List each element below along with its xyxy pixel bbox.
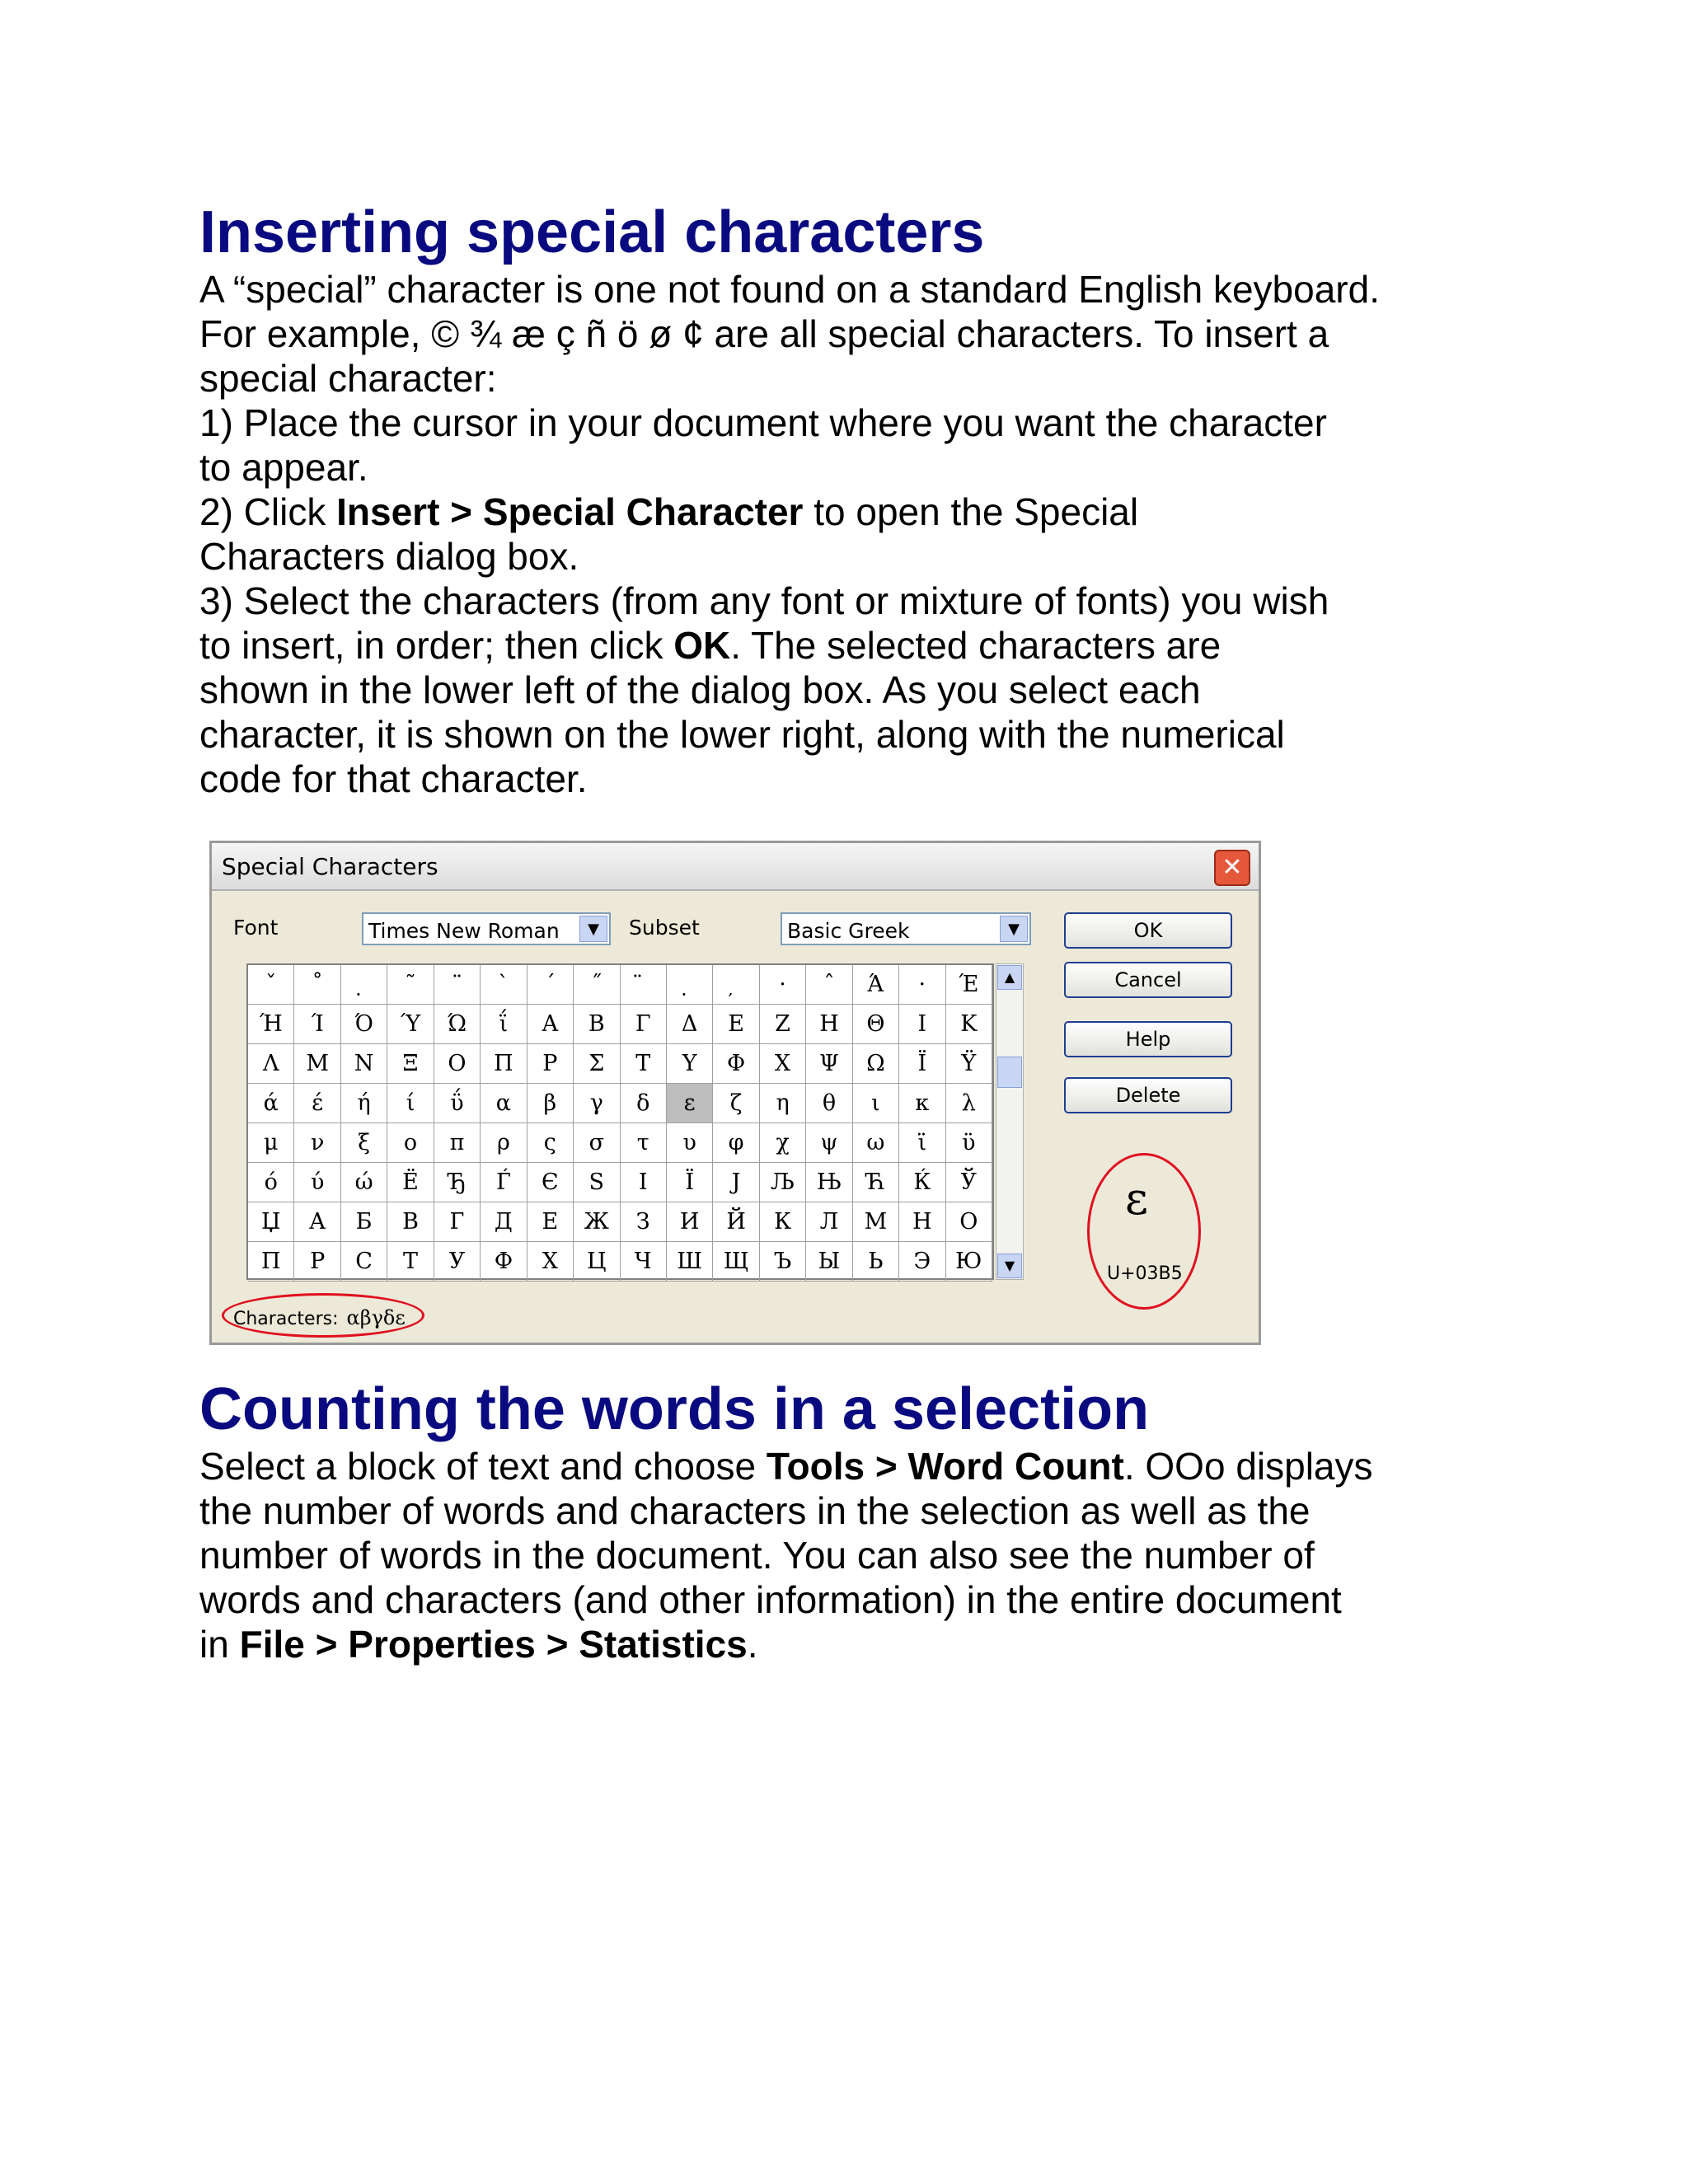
character-cell[interactable]: Т [387, 1242, 434, 1282]
character-cell[interactable]: Ω [853, 1044, 899, 1084]
character-cell[interactable]: ˆ [806, 965, 852, 1005]
chevron-down-icon[interactable]: ▼ [1000, 916, 1028, 942]
selected-characters [233, 1306, 406, 1329]
grid-scrollbar[interactable] [996, 963, 1024, 1280]
character-cell[interactable]: ΐ [481, 1005, 527, 1044]
character-cell[interactable]: Љ [760, 1163, 806, 1202]
character-cell[interactable]: Ψ [806, 1044, 852, 1084]
character-cell[interactable]: ι [853, 1084, 899, 1123]
character-cell[interactable]: Ο [434, 1044, 481, 1084]
character-cell[interactable]: Э [899, 1242, 945, 1282]
character-cell[interactable]: Ά [853, 965, 899, 1005]
character-cell[interactable]: λ [946, 1084, 992, 1123]
character-cell[interactable]: Ќ [899, 1163, 945, 1202]
character-cell[interactable]: Е [528, 1202, 574, 1242]
character-cell[interactable] [621, 965, 667, 1005]
character-cell[interactable]: σ [574, 1123, 620, 1163]
character-cell[interactable]: τ [621, 1123, 667, 1163]
step-2-line-2: Characters dialog box. [199, 535, 579, 578]
character-cell[interactable]: Ш [667, 1242, 713, 1282]
character-cell[interactable]: Њ [806, 1163, 852, 1202]
character-cell[interactable]: Щ [713, 1242, 759, 1282]
character-cell[interactable]: Τ [621, 1044, 667, 1084]
character-cell[interactable]: І [621, 1163, 667, 1202]
character-cell[interactable]: ψ [806, 1123, 852, 1163]
character-cell[interactable]: Έ [946, 965, 992, 1005]
character-cell[interactable]: Ў [946, 1163, 992, 1202]
dialog-title-bar [212, 843, 1259, 891]
step-2-text: 2) Click [199, 490, 337, 533]
character-cell[interactable]: К [760, 1202, 806, 1242]
character-cell[interactable]: ˇ [248, 965, 294, 1005]
step-3-line-3: shown in the lower left of the dialog box. As you select each [199, 668, 1201, 711]
character-cell[interactable]: α [481, 1084, 527, 1123]
chevron-down-icon[interactable]: ▼ [579, 916, 607, 942]
character-grid [246, 963, 994, 1280]
character-cell[interactable]: Ζ [760, 1005, 806, 1044]
step-3-line-4: character, it is shown on the lower right, along with the numerical [199, 713, 1285, 756]
character-cell[interactable]: ` [481, 965, 527, 1005]
character-cell[interactable]: Χ [760, 1044, 806, 1084]
character-cell[interactable]: έ [294, 1084, 340, 1123]
character-cell[interactable]: χ [760, 1123, 806, 1163]
character-cell[interactable]: ο [387, 1123, 434, 1163]
menu-path-file-properties-statistics: File > Properties > Statistics [239, 1623, 748, 1666]
preview-unicode-code: U+03B5 [1107, 1263, 1183, 1284]
character-cell[interactable]: ή [341, 1084, 387, 1123]
character-cell[interactable]: Β [574, 1005, 620, 1044]
step-1-line-2: to appear. [199, 446, 368, 489]
character-cell[interactable]: · [760, 965, 806, 1005]
word-count-line-4: words and characters (and other information) in the entire document [199, 1578, 1342, 1621]
preview-character: ε [1125, 1173, 1148, 1225]
character-cell[interactable]: ώ [341, 1163, 387, 1202]
character-cell[interactable]: Г [434, 1202, 481, 1242]
character-cell[interactable]: υ [667, 1123, 713, 1163]
character-cell[interactable]: Ь [853, 1242, 899, 1282]
character-cell[interactable]: ´ [528, 965, 574, 1005]
character-cell[interactable]: Ђ [434, 1163, 481, 1202]
character-cell[interactable]: Κ [946, 1005, 992, 1044]
character-cell[interactable]: Φ [713, 1044, 759, 1084]
character-cell[interactable]: Η [806, 1005, 852, 1044]
help-button[interactable]: Help [1064, 1021, 1232, 1057]
character-cell[interactable]: ν [294, 1123, 340, 1163]
subset-select[interactable] [781, 912, 1031, 945]
characters-value: αβγδε [346, 1306, 406, 1329]
character-cell[interactable]: А [294, 1202, 340, 1242]
character-cell[interactable] [713, 965, 759, 1005]
character-cell[interactable]: И [667, 1202, 713, 1242]
character-cell[interactable]: ς [528, 1123, 574, 1163]
character-cell[interactable]: Ώ [434, 1005, 481, 1044]
paragraph-line-3: special character: [199, 357, 497, 400]
character-cell[interactable]: ϊ [899, 1123, 945, 1163]
word-count-text-after: . OOo displays [1123, 1445, 1373, 1488]
character-cell[interactable]: Ν [341, 1044, 387, 1084]
character-cell[interactable]: Ή [248, 1005, 294, 1044]
character-cell[interactable]: Ϊ [899, 1044, 945, 1084]
character-cell[interactable]: ύ [294, 1163, 340, 1202]
subset-select-value: Basic Greek [787, 919, 910, 943]
character-cell[interactable]: Θ [853, 1005, 899, 1044]
step-2-line-1 [199, 490, 1485, 534]
character-cell[interactable]: Ы [806, 1242, 852, 1282]
character-cell[interactable]: δ [621, 1084, 667, 1123]
character-cell[interactable]: З [621, 1202, 667, 1242]
character-cell[interactable]: М [853, 1202, 899, 1242]
character-cell[interactable]: π [434, 1123, 481, 1163]
step-3-line-5: code for that character. [199, 757, 588, 800]
character-cell[interactable]: С [341, 1242, 387, 1282]
character-cell[interactable]: Υ [667, 1044, 713, 1084]
character-cell[interactable]: Ю [946, 1242, 992, 1282]
character-cell[interactable]: μ [248, 1123, 294, 1163]
character-cell[interactable]: φ [713, 1123, 759, 1163]
subset-label: Subset [629, 916, 700, 940]
character-cell[interactable]: ˚ [294, 965, 340, 1005]
cancel-button[interactable]: Cancel [1064, 962, 1232, 998]
word-count-line-2: the number of words and characters in the selection as well as the [199, 1489, 1311, 1532]
character-cell[interactable]: Б [341, 1202, 387, 1242]
character-cell[interactable]: Ё [387, 1163, 434, 1202]
ok-keyword: OK [673, 624, 731, 667]
section-heading-special-characters: Inserting special characters [199, 199, 985, 265]
character-cell[interactable]: Й [713, 1202, 759, 1242]
character-cell[interactable]: ω [853, 1123, 899, 1163]
character-cell[interactable]: ξ [341, 1123, 387, 1163]
character-cell[interactable]: Є [528, 1163, 574, 1202]
font-select[interactable] [362, 912, 611, 945]
word-count-line-3: number of words in the document. You can also see the number of [199, 1534, 1315, 1577]
special-characters-dialog [209, 841, 1261, 1345]
character-cell[interactable]: Ц [574, 1242, 620, 1282]
character-cell[interactable]: Ф [481, 1242, 527, 1282]
character-cell[interactable]: Ч [621, 1242, 667, 1282]
character-cell[interactable]: Ж [574, 1202, 620, 1242]
character-cell[interactable]: ζ [713, 1084, 759, 1123]
character-cell[interactable]: ¨ [434, 965, 481, 1005]
character-cell[interactable]: Р [294, 1242, 340, 1282]
paragraph-line-1: A “special” character is one not found on a standard English keyboard. [199, 268, 1380, 311]
character-cell[interactable]: Ъ [760, 1242, 806, 1282]
font-select-value: Times New Roman [368, 919, 560, 943]
character-cell[interactable]: Н [899, 1202, 945, 1242]
character-cell[interactable]: Х [528, 1242, 574, 1282]
character-cell[interactable]: Ρ [528, 1044, 574, 1084]
word-count-text: Select a block of text and choose [199, 1445, 767, 1488]
character-cell[interactable]: Α [528, 1005, 574, 1044]
step-3-text-after: . The selected characters are [730, 624, 1221, 667]
step-3-line-1: 3) Select the characters (from any font or mixture of fonts) you wish [199, 579, 1329, 622]
character-cell[interactable]: ί [387, 1084, 434, 1123]
character-cell[interactable]: Ύ [387, 1005, 434, 1044]
character-cell[interactable]: Γ [621, 1005, 667, 1044]
character-cell[interactable]: · [899, 965, 945, 1005]
character-cell[interactable]: Δ [667, 1005, 713, 1044]
section-heading-word-count: Counting the words in a selection [199, 1376, 1150, 1442]
character-cell[interactable]: Ε [713, 1005, 759, 1044]
character-cell[interactable]: ε [667, 1084, 713, 1123]
character-cell[interactable]: η [760, 1084, 806, 1123]
character-cell[interactable]: ό [248, 1163, 294, 1202]
scroll-down-icon[interactable]: ▼ [997, 1254, 1022, 1278]
close-icon[interactable]: ✕ [1214, 850, 1250, 886]
character-cell[interactable]: Л [806, 1202, 852, 1242]
character-cell[interactable] [667, 965, 713, 1005]
character-cell[interactable]: ˜ [387, 965, 434, 1005]
character-cell[interactable]: Ї [667, 1163, 713, 1202]
character-cell[interactable]: Ϋ [946, 1044, 992, 1084]
word-count-line-5 [199, 1622, 1485, 1666]
word-count-text-5: in [199, 1623, 240, 1666]
characters-label: Characters: [233, 1309, 339, 1329]
character-cell[interactable]: Ѕ [574, 1163, 620, 1202]
word-count-text-5-after: . [747, 1623, 758, 1666]
step-1-line-1: 1) Place the cursor in your document where you want the character [199, 401, 1327, 444]
menu-path-insert-special-character: Insert > Special Character [336, 490, 804, 533]
word-count-line-1 [199, 1444, 1485, 1488]
character-cell[interactable]: П [248, 1242, 294, 1282]
character-cell[interactable]: Ћ [853, 1163, 899, 1202]
character-cell[interactable]: Ι [899, 1005, 945, 1044]
character-cell[interactable]: У [434, 1242, 481, 1282]
character-cell[interactable]: ρ [481, 1123, 527, 1163]
dialog-title: Special Characters [222, 853, 438, 880]
character-cell[interactable] [341, 965, 387, 1005]
font-label: Font [233, 916, 279, 940]
character-cell[interactable]: В [387, 1202, 434, 1242]
step-2-text-after: to open the Special [803, 490, 1139, 533]
menu-path-tools-word-count: Tools > Word Count [766, 1445, 1124, 1488]
character-cell[interactable]: О [946, 1202, 992, 1242]
paragraph-line-2: For example, © ¾ æ ç ñ ö ø ¢ are all special characters. To insert a [199, 312, 1329, 355]
ok-button[interactable]: OK [1064, 912, 1232, 949]
character-cell[interactable]: Ј [713, 1163, 759, 1202]
character-cell[interactable]: Λ [248, 1044, 294, 1084]
step-3-line-2 [199, 623, 1485, 668]
scrollbar-thumb[interactable] [997, 1057, 1022, 1088]
character-cell[interactable]: Ό [341, 1005, 387, 1044]
step-3-text: to insert, in order; then click [199, 624, 674, 667]
character-cell[interactable]: κ [899, 1084, 945, 1123]
character-cell[interactable]: ά [248, 1084, 294, 1123]
character-cell[interactable]: Μ [294, 1044, 340, 1084]
character-cell[interactable]: Ξ [387, 1044, 434, 1084]
character-cell[interactable]: β [528, 1084, 574, 1123]
delete-button[interactable]: Delete [1064, 1077, 1232, 1113]
character-cell[interactable]: Џ [248, 1202, 294, 1242]
character-cell[interactable]: Д [481, 1202, 527, 1242]
character-cell[interactable]: Ί [294, 1005, 340, 1044]
character-cell[interactable]: Ѓ [481, 1163, 527, 1202]
character-cell[interactable]: ϋ [946, 1123, 992, 1163]
character-cell[interactable]: γ [574, 1084, 620, 1123]
character-cell[interactable]: Σ [574, 1044, 620, 1084]
character-cell[interactable]: Π [481, 1044, 527, 1084]
scroll-up-icon[interactable]: ▲ [997, 965, 1022, 990]
character-cell[interactable]: ˝ [574, 965, 620, 1005]
character-cell[interactable]: θ [806, 1084, 852, 1123]
character-cell[interactable]: ΰ [434, 1084, 481, 1123]
